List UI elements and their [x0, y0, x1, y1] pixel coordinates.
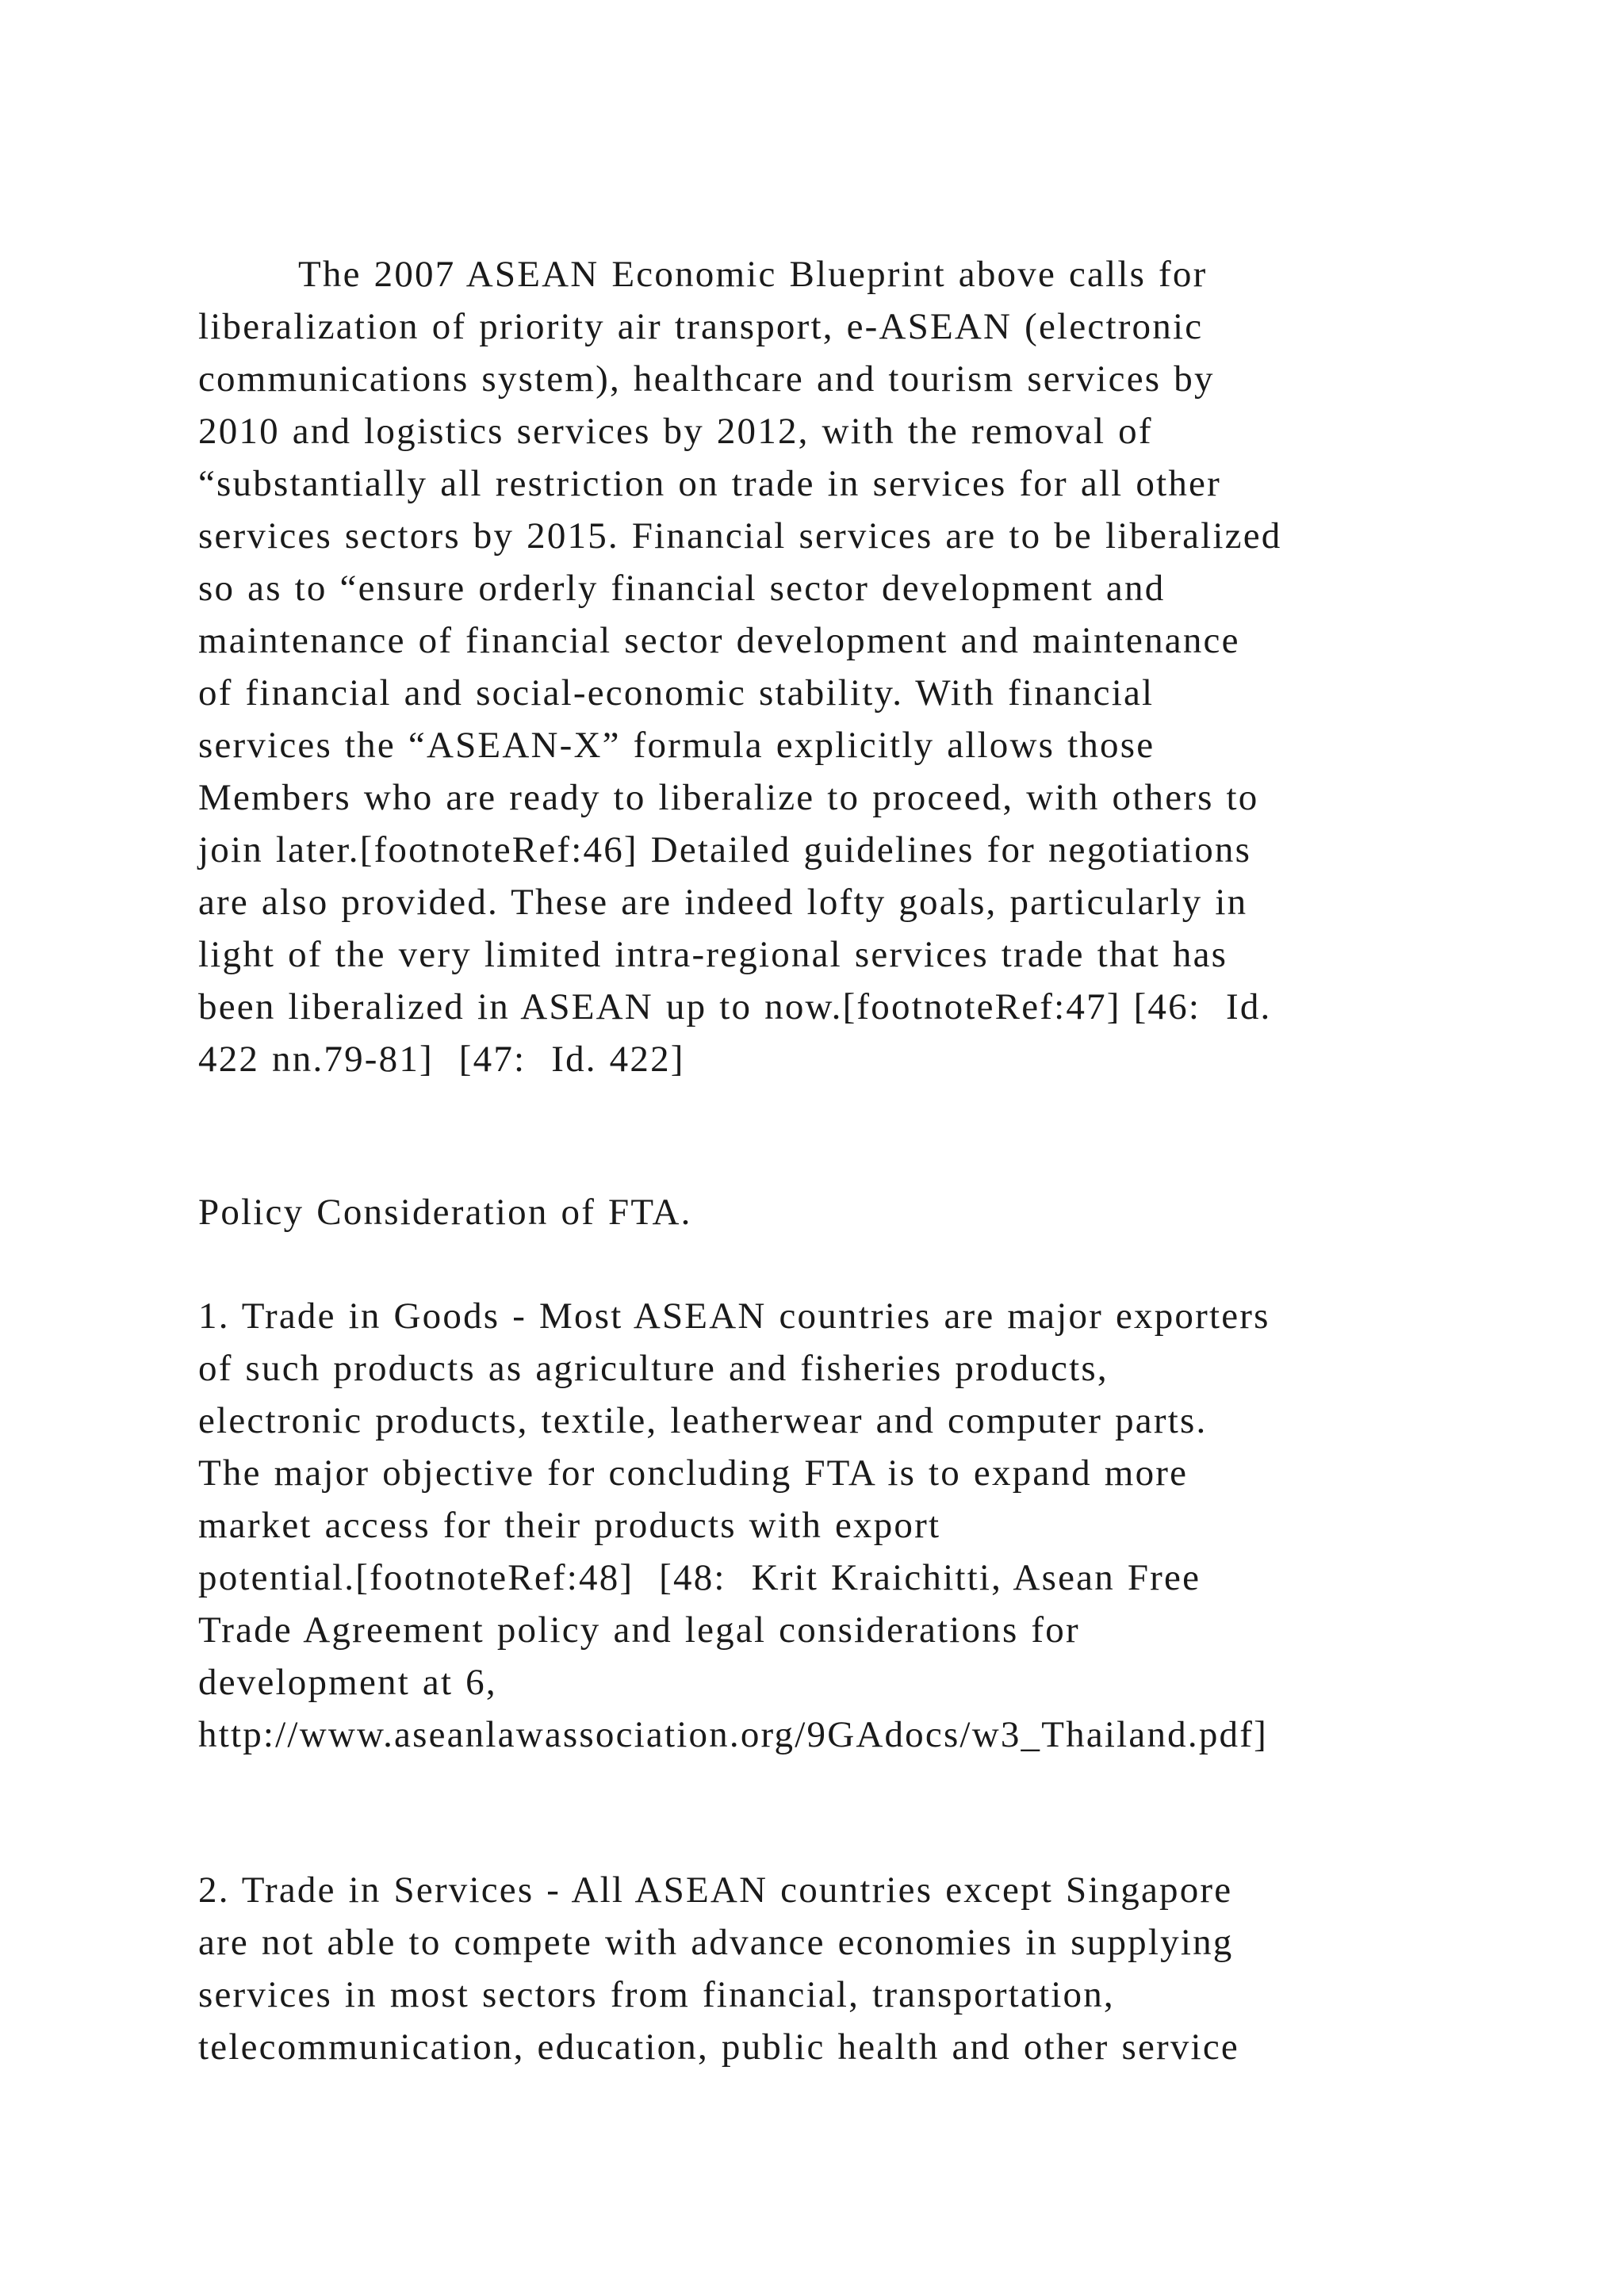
- list-item-trade-in-goods: [198, 1290, 1499, 1761]
- text-line: communications system), healthcare and tourism services by: [198, 358, 1215, 400]
- heading-text: Policy Consideration of FTA.: [198, 1192, 692, 1233]
- text-line: are not able to compete with advance economies in supplying: [198, 1922, 1234, 1963]
- text-line: join later.[footnoteRef:46] Detailed guidelines for negotiations: [198, 829, 1252, 871]
- text-line: 2010 and logistics services by 2012, with the removal of: [198, 411, 1153, 452]
- text-line: maintenance of financial sector development and maintenance: [198, 620, 1240, 661]
- text-line: Members who are ready to liberalize to proceed, with others to: [198, 777, 1259, 818]
- text-line: light of the very limited intra-regional services trade that has: [198, 934, 1228, 975]
- text-line: services sectors by 2015. Financial services are to be liberalized: [198, 515, 1282, 557]
- text-line: development at 6,: [198, 1662, 497, 1703]
- text-line: so as to “ensure orderly financial sector development and: [198, 568, 1166, 609]
- text-line: 422 nn.79-81] [47: Id. 422]: [198, 1039, 685, 1080]
- text-line: been liberalized in ASEAN up to now.[footnoteRef:47] [46: Id.: [198, 986, 1272, 1027]
- text-line: potential.[footnoteRef:48] [48: Krit Kraichitti, Asean Free: [198, 1557, 1201, 1598]
- section-heading: [198, 1186, 1499, 1238]
- text-line: services the “ASEAN-X” formula explicitly allows those: [198, 725, 1155, 766]
- text-line: The major objective for concluding FTA is to expand more: [198, 1452, 1189, 1494]
- text-line: The 2007 ASEAN Economic Blueprint above calls for: [298, 254, 1208, 295]
- text-line: market access for their products with export: [198, 1505, 941, 1546]
- text-line: http://www.aseanlawassociation.org/9GAdocs/w3_Thailand.pdf]: [198, 1714, 1268, 1755]
- text-line: electronic products, textile, leatherwear and computer parts.: [198, 1400, 1208, 1441]
- text-line: of such products as agriculture and fisheries products,: [198, 1348, 1109, 1389]
- text-line: 2. Trade in Services - All ASEAN countries except Singapore: [198, 1869, 1233, 1911]
- text-line: 1. Trade in Goods - Most ASEAN countries are major exporters: [198, 1295, 1270, 1337]
- text-line: services in most sectors from financial, transportation,: [198, 1974, 1115, 2015]
- text-line: Trade Agreement policy and legal considerations for: [198, 1609, 1080, 1651]
- text-line: are also provided. These are indeed lofty goals, particularly in: [198, 882, 1248, 923]
- text-line: of financial and social-economic stability. With financial: [198, 672, 1155, 714]
- text-line: liberalization of priority air transport, e-ASEAN (electronic: [198, 306, 1204, 347]
- text-line: “substantially all restriction on trade in services for all other: [198, 463, 1221, 504]
- list-item-trade-in-services: [198, 1864, 1499, 2073]
- text-line: telecommunication, education, public health and other service: [198, 2026, 1239, 2068]
- paragraph-asean-blueprint: [198, 248, 1499, 1085]
